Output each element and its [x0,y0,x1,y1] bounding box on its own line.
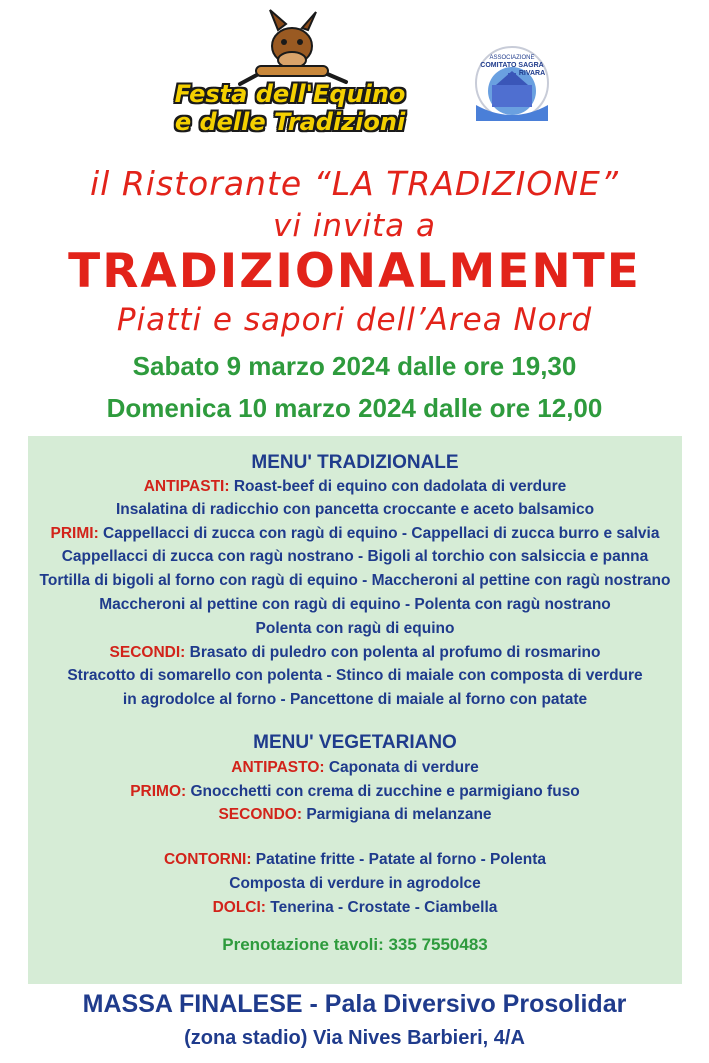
menu-line: Cappellacci di zucca con ragù nostrano - Bigoli al torchio con salsiccia e panna [61,548,649,565]
extra-line: DOLCI: Tenerina - Crostate - Ciambella [212,899,498,916]
event-subtitle: Piatti e sapori dell’Area Nord [116,302,593,338]
festa-logo [170,8,410,148]
venue-address: (zona stadio) Via Nives Barbieri, 4/A [184,1027,525,1049]
restaurant-title: il Ristorante “LA TRADIZIONE” [90,164,619,203]
menu-line: Maccheroni al pettine con ragù di equino - Polenta con ragù nostrano [99,596,611,613]
booking-phone: Prenotazione tavoli: 335 7550483 [222,935,488,954]
veg-line: PRIMO: Gnocchetti con crema di zucchine e parmigiano fuso [130,783,580,800]
menu-line: Insalatina di radicchio con pancetta croccante e aceto balsamico [115,501,595,518]
logo-line-1: Festa dell'Equino [174,80,406,108]
association-line-2: COMITATO SAGRA [480,62,544,69]
menu-line: Stracotto di somarello con polenta - Stinco di maiale con composta di verdure [67,667,643,684]
association-line-1: ASSOCIAZIONE [489,55,535,61]
veg-line: ANTIPASTO: Caponata di verdure [231,759,479,776]
menu-line: Tortilla di bigoli al forno con ragù di equino - Maccheroni al pettine con ragù nostrano [39,572,671,589]
menu-line: Polenta con ragù di equino [255,620,455,637]
date-sunday: Domenica 10 marzo 2024 dalle ore 12,00 [106,393,603,423]
menu-line: ANTIPASTI: Roast-beef di equino con dadolata di verdure [143,478,567,495]
association-seal [474,45,550,121]
date-saturday: Sabato 9 marzo 2024 dalle ore 19,30 [132,351,577,381]
extra-line: Composta di verdure in agrodolce [229,875,481,892]
menu-line: SECONDI: Brasato di puledro con polenta al profumo di rosmarino [109,644,601,661]
invite-line: vi invita a [272,208,437,244]
extra-line: CONTORNI: Patatine fritte - Patate al forno - Polenta [163,851,547,868]
logo-line-2: e delle Tradizioni [174,108,406,136]
veg-line: SECONDO: Parmigiana di melanzane [218,806,492,823]
menu-vegetarian-heading: MENU' VEGETARIANO [253,732,457,753]
menu-line: PRIMI: Cappellacci di zucca con ragù di equino - Cappellaci di zucca burro e salvia [50,525,660,542]
association-line-3: RIVARA [518,70,546,77]
venue-name: MASSA FINALESE - Pala Diversivo Prosolidar [82,990,627,1018]
event-name: TRADIZIONALMENTE [68,244,641,299]
donkey-icon [170,8,410,88]
menu-line: in agrodolce al forno - Pancettone di maiale al forno con patate [122,691,588,708]
menu-box [28,436,682,984]
menu-traditional-heading: MENU' TRADIZIONALE [251,452,459,473]
